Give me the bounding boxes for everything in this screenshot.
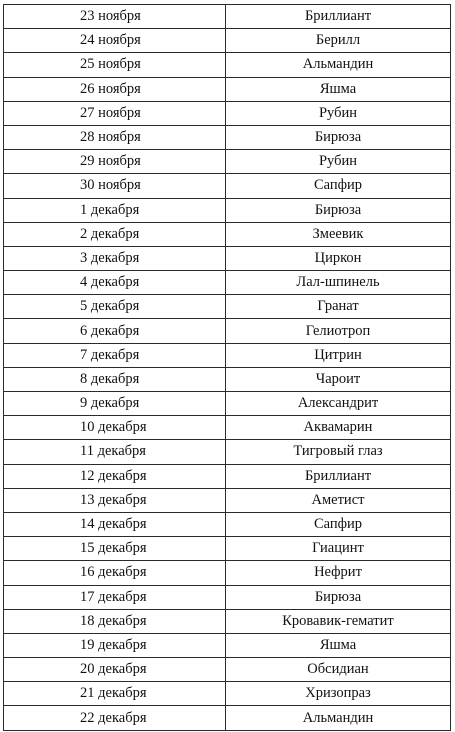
table-row (4, 150, 451, 174)
stone-cell: Аквамарин (226, 416, 451, 440)
table-row (4, 706, 451, 730)
table-row (4, 367, 451, 391)
table-row (4, 392, 451, 416)
table-row (4, 295, 451, 319)
stone-cell: Гранат (226, 295, 451, 319)
date-cell: 20 декабря (4, 658, 226, 682)
table-row (4, 343, 451, 367)
stone-cell: Сапфир (226, 174, 451, 198)
table-row (4, 246, 451, 270)
stone-cell: Яшма (226, 77, 451, 101)
table-row (4, 512, 451, 536)
stone-cell: Аметист (226, 488, 451, 512)
stone-cell: Змеевик (226, 222, 451, 246)
table-row (4, 633, 451, 657)
stone-cell: Рубин (226, 150, 451, 174)
table-row (4, 77, 451, 101)
stone-cell: Альмандин (226, 53, 451, 77)
date-cell: 11 декабря (4, 440, 226, 464)
stone-cell: Обсидиан (226, 658, 451, 682)
stone-cell: Берилл (226, 29, 451, 53)
table-row (4, 271, 451, 295)
date-cell: 8 декабря (4, 367, 226, 391)
table-row (4, 101, 451, 125)
date-cell: 5 декабря (4, 295, 226, 319)
table-row (4, 5, 451, 29)
stone-cell: Чароит (226, 367, 451, 391)
stone-cell: Тигровый глаз (226, 440, 451, 464)
date-cell: 19 декабря (4, 633, 226, 657)
table-body (4, 5, 451, 731)
date-cell: 9 декабря (4, 392, 226, 416)
stone-cell: Рубин (226, 101, 451, 125)
date-cell: 4 декабря (4, 271, 226, 295)
table-row (4, 658, 451, 682)
stone-cell: Сапфир (226, 512, 451, 536)
date-cell: 14 декабря (4, 512, 226, 536)
stone-cell: Гелиотроп (226, 319, 451, 343)
date-cell: 3 декабря (4, 246, 226, 270)
date-cell: 12 декабря (4, 464, 226, 488)
table-row (4, 440, 451, 464)
stone-cell: Нефрит (226, 561, 451, 585)
date-cell: 7 декабря (4, 343, 226, 367)
table-row (4, 682, 451, 706)
date-cell: 30 ноября (4, 174, 226, 198)
date-cell: 15 декабря (4, 537, 226, 561)
table-row (4, 53, 451, 77)
date-cell: 2 декабря (4, 222, 226, 246)
stone-cell: Александрит (226, 392, 451, 416)
table-row (4, 222, 451, 246)
stone-cell: Хризопраз (226, 682, 451, 706)
date-cell: 18 декабря (4, 609, 226, 633)
table-row (4, 609, 451, 633)
table-row (4, 29, 451, 53)
birthstone-table-page (3, 4, 451, 731)
stone-cell: Циркон (226, 246, 451, 270)
date-cell: 10 декабря (4, 416, 226, 440)
stone-cell: Бриллиант (226, 464, 451, 488)
date-cell: 16 декабря (4, 561, 226, 585)
stone-cell: Лал-шпинель (226, 271, 451, 295)
date-cell: 25 ноября (4, 53, 226, 77)
date-cell: 23 ноября (4, 5, 226, 29)
date-cell: 22 декабря (4, 706, 226, 730)
stone-cell: Цитрин (226, 343, 451, 367)
table-row (4, 174, 451, 198)
stone-cell: Альмандин (226, 706, 451, 730)
stone-cell: Бирюза (226, 198, 451, 222)
birthstone-table (3, 4, 451, 731)
table-row (4, 198, 451, 222)
table-row (4, 319, 451, 343)
date-cell: 13 декабря (4, 488, 226, 512)
date-cell: 21 декабря (4, 682, 226, 706)
table-row (4, 125, 451, 149)
date-cell: 6 декабря (4, 319, 226, 343)
stone-cell: Яшма (226, 633, 451, 657)
date-cell: 27 ноября (4, 101, 226, 125)
stone-cell: Кровавик-гематит (226, 609, 451, 633)
date-cell: 24 ноября (4, 29, 226, 53)
table-row (4, 488, 451, 512)
table-row (4, 416, 451, 440)
date-cell: 28 ноября (4, 125, 226, 149)
table-row (4, 585, 451, 609)
stone-cell: Бирюза (226, 125, 451, 149)
stone-cell: Бирюза (226, 585, 451, 609)
stone-cell: Бриллиант (226, 5, 451, 29)
date-cell: 29 ноября (4, 150, 226, 174)
table-row (4, 561, 451, 585)
date-cell: 26 ноября (4, 77, 226, 101)
stone-cell: Гиацинт (226, 537, 451, 561)
date-cell: 1 декабря (4, 198, 226, 222)
table-row (4, 537, 451, 561)
date-cell: 17 декабря (4, 585, 226, 609)
table-row (4, 464, 451, 488)
